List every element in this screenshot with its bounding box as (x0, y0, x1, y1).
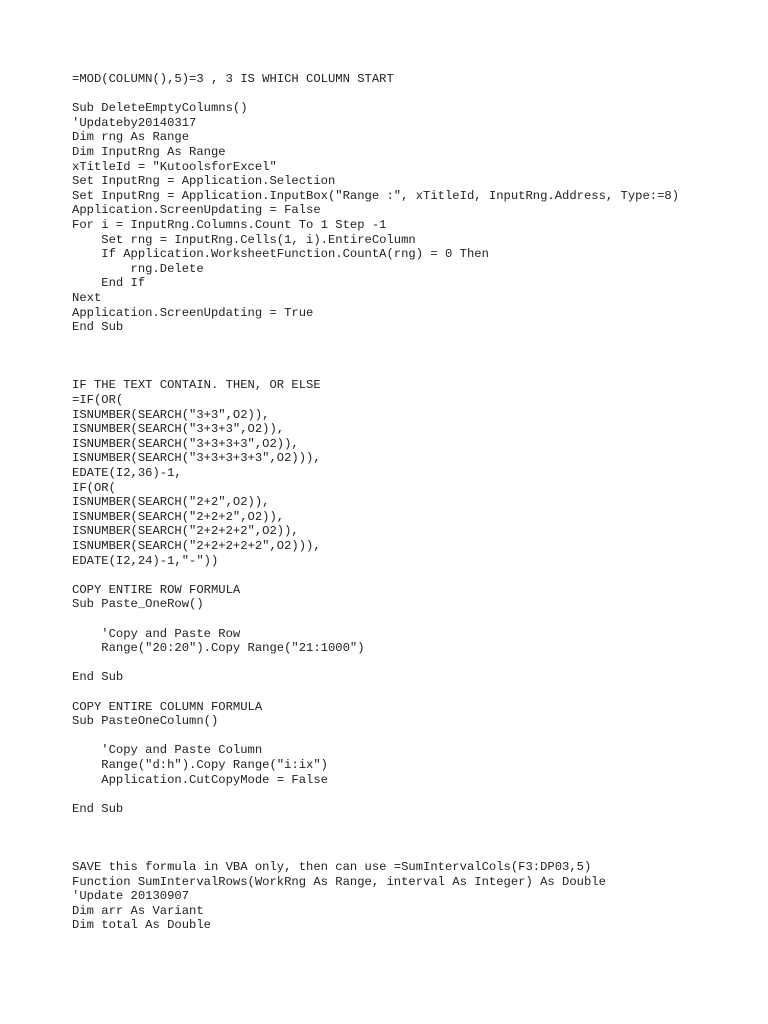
code-line: If Application.WorksheetFunction.CountA(rng) = 0 Then (72, 247, 489, 262)
code-line (72, 831, 679, 846)
code-line: EDATE(I2,36)-1, (72, 466, 182, 481)
code-line: Application.CutCopyMode = False (72, 772, 328, 787)
code-line: Range("d:h").Copy Range("i:ix") (72, 757, 328, 772)
code-line (72, 568, 679, 583)
code-line: End Sub (72, 670, 124, 685)
code-line: 'Copy and Paste Column (72, 743, 263, 758)
code-line: SAVE this formula in VBA only, then can use =SumIntervalCols(F3:DP03,5) (72, 860, 592, 875)
code-line: Next (72, 290, 102, 305)
code-line (72, 787, 679, 802)
code-line: For i = InputRng.Columns.Count To 1 Step -1 (72, 217, 387, 232)
code-line (72, 729, 679, 744)
code-line: ISNUMBER(SEARCH("2+2+2",O2)), (72, 509, 285, 524)
code-line: Function SumIntervalRows(WorkRng As Range, interval As Integer) As Double (72, 874, 606, 889)
code-line: Dim InputRng As Range (72, 144, 226, 159)
code-line (72, 335, 679, 350)
code-line: Application.ScreenUpdating = True (72, 305, 314, 320)
code-line: ISNUMBER(SEARCH("3+3+3+3",O2)), (72, 436, 299, 451)
code-line: ISNUMBER(SEARCH("3+3",O2)), (72, 407, 270, 422)
code-line (72, 845, 679, 860)
code-line (72, 656, 679, 671)
code-line (72, 816, 679, 831)
code-line: EDATE(I2,24)-1,"-")) (72, 553, 219, 568)
code-line: Sub DeleteEmptyColumns() (72, 101, 248, 116)
code-line: ISNUMBER(SEARCH("2+2+2+2+2",O2))), (72, 539, 321, 553)
code-line (72, 87, 679, 102)
code-line: ISNUMBER(SEARCH("3+3+3",O2)), (72, 422, 285, 437)
code-line: 'Update 20130907 (72, 889, 190, 904)
code-line: xTitleId = "KutoolsforExcel" (72, 159, 277, 174)
code-line (72, 349, 679, 364)
code-line: ISNUMBER(SEARCH("2+2",O2)), (72, 495, 270, 510)
code-line: Set InputRng = Application.Selection (72, 174, 336, 189)
code-line: Set rng = InputRng.Cells(1, i).EntireColumn (72, 232, 416, 247)
code-line: End Sub (72, 801, 124, 816)
code-line: COPY ENTIRE COLUMN FORMULA (72, 699, 263, 714)
code-line: End Sub (72, 320, 124, 335)
code-line: IF(OR( (72, 480, 116, 495)
code-line (72, 612, 679, 627)
code-line: ISNUMBER(SEARCH("3+3+3+3+3",O2))), (72, 451, 321, 466)
code-text-block (72, 72, 679, 933)
code-line (72, 685, 679, 700)
code-line: ISNUMBER(SEARCH("2+2+2+2",O2)), (72, 524, 299, 539)
code-line: Sub PasteOneColumn() (72, 714, 219, 729)
code-line: End If (72, 276, 146, 291)
code-line: COPY ENTIRE ROW FORMULA (72, 582, 241, 597)
code-line: 'Updateby20140317 (72, 115, 197, 130)
code-line: Sub Paste_OneRow() (72, 597, 204, 612)
code-line (72, 364, 679, 379)
code-line: IF THE TEXT CONTAIN. THEN, OR ELSE (72, 378, 321, 393)
code-line: Application.ScreenUpdating = False (72, 203, 321, 218)
code-line: Set InputRng = Application.InputBox("Range :", xTitleId, InputRng.Address, Type:=8) (72, 188, 680, 203)
code-line: 'Copy and Paste Row (72, 626, 241, 641)
code-line: =MOD(COLUMN(),5)=3 , 3 IS WHICH COLUMN START (72, 72, 394, 86)
code-line: =IF(OR( (72, 393, 124, 408)
code-line: Range("20:20").Copy Range("21:1000") (72, 641, 365, 656)
code-line: Dim rng As Range (72, 130, 190, 145)
code-line: Dim arr As Variant (72, 903, 204, 918)
code-line: Dim total As Double (72, 918, 211, 933)
code-line: rng.Delete (72, 261, 204, 276)
